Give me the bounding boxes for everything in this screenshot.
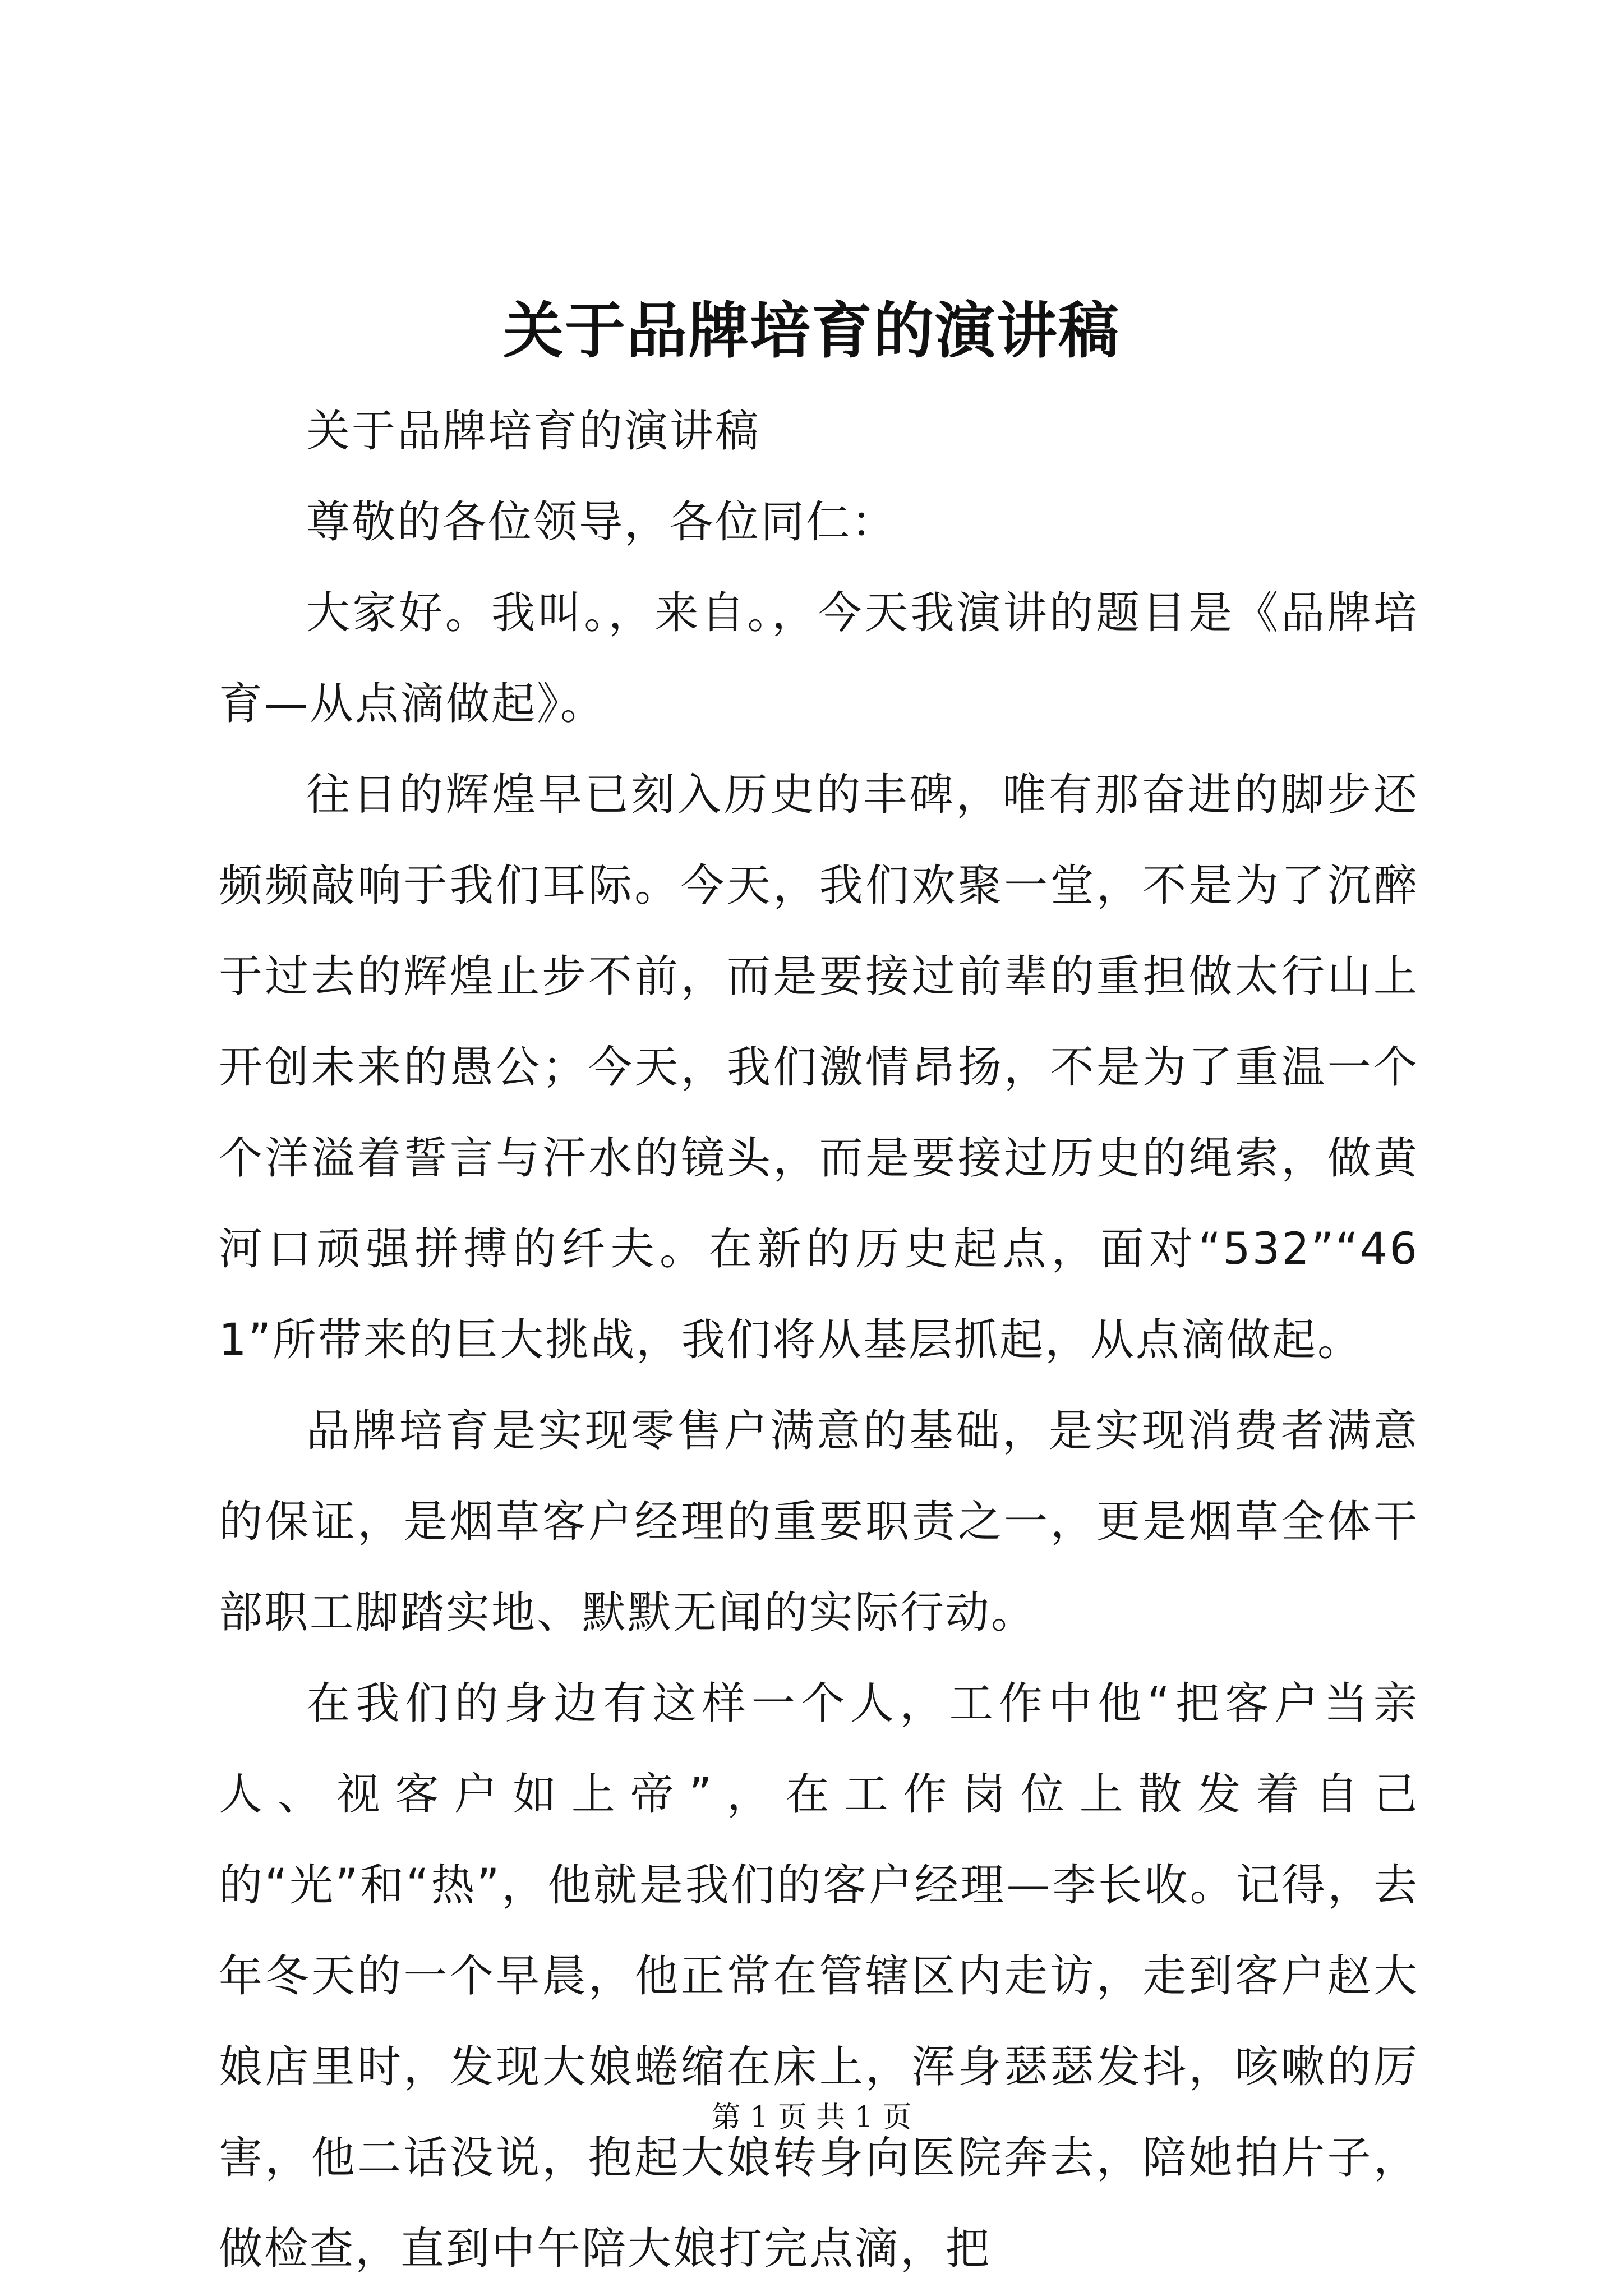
paragraph: 往日的辉煌早已刻入历史的丰碑，唯有那奋进的脚步还频频敲响于我们耳际。今天，我们欢聚一堂，不是为了沉醉于过去的辉煌止步不前，而是要接过前辈的重担做太行山上开创未来的愚公；今天，我们激情昂扬，不是为了重温一个个洋溢着誓言与汗水的镜头，而是要接过历史的绳索，做黄河口顽强拼搏的纤夫。在新的历史起点，面对“532”“461”所带来的巨大挑战，我们将从基层抓起，从点滴做起。 <box>219 770 1419 1365</box>
document-title: 关于品牌培育的演讲稿 <box>502 296 1120 366</box>
paragraph: 在我们的身边有这样一个人，工作中他“把客户当亲人、视客户如上帝”，在工作岗位上散发着自己的“光”和“热”，他就是我们的客户经理—李长收。记得，去年冬天的一个早晨，他正常在管辖区内走访，走到客户赵大娘店里时，发现大娘蜷缩在床上，浑身瑟瑟发抖，咳嗽的厉害，他二话没说，抱起大娘转身向医院奔去，陪她拍片子，做检查，直到中午陪大娘打完点滴，把 <box>219 1678 1419 2274</box>
document-body <box>219 386 1419 2294</box>
paragraph: 品牌培育是实现零售户满意的基础，是实现消费者满意的保证，是烟草客户经理的重要职责之一，更是烟草全体干部职工脚踏实地、默默无闻的实际行动。 <box>219 1406 1419 1638</box>
paragraph: 关于品牌培育的演讲稿 <box>306 406 761 457</box>
page-footer: 第 1 页 共 1 页 <box>711 2101 912 2134</box>
paragraph: 尊敬的各位领导，各位同仁： <box>306 497 897 547</box>
paragraph: 大家好。我叫。，来自。，今天我演讲的题目是《品牌培育—从点滴做起》。 <box>219 588 1419 729</box>
